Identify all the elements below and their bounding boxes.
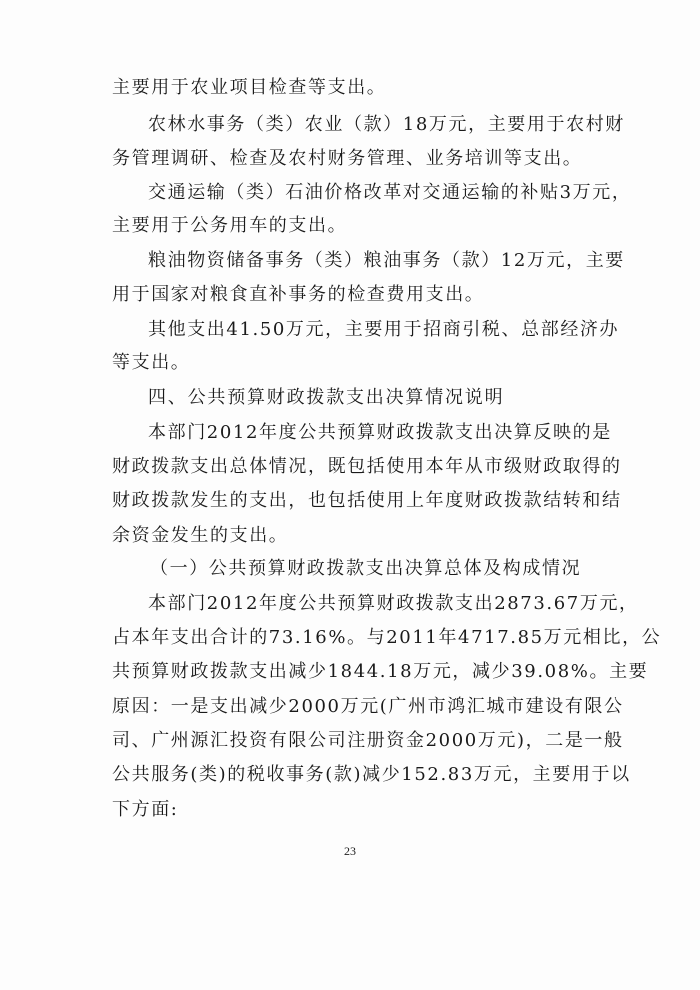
text-line: 公共服务(类)的税收事务(款)减少152.83万元，主要用于以 xyxy=(112,764,631,785)
text-line: 等支出。 xyxy=(112,352,191,373)
text-line: 占本年支出合计的73.16%。与2011年4717.85万元相比，公 xyxy=(112,627,662,648)
section-heading: 四、公共预算财政拨款支出决算情况说明 xyxy=(148,387,505,408)
text-line: 主要用于农业项目检查等支出。 xyxy=(112,77,387,98)
text-line: 农林水事务（类）农业（款）18万元，主要用于农村财 xyxy=(148,114,625,135)
text-line: 原因：一是支出减少2000万元(广州市鸿汇城市建设有限公 xyxy=(112,696,624,717)
text-line: 下方面: xyxy=(112,799,179,820)
text-line: 财政拨款发生的支出，也包括使用上年度财政拨款结转和结 xyxy=(112,490,622,511)
text-line: 共预算财政拨款支出减少1844.18万元，减少39.08%。主要 xyxy=(112,661,649,682)
text-line: 司、广州源汇投资有限公司注册资金2000万元)，二是一般 xyxy=(112,730,624,751)
text-line: 其他支出41.50万元，主要用于招商引税、总部经济办 xyxy=(148,319,620,340)
text-line: 粮油物资储备事务（类）粮油事务（款）12万元，主要 xyxy=(148,250,625,271)
text-line: 交通运输（类）石油价格改革对交通运输的补贴3万元， xyxy=(148,182,632,203)
text-line: 财政拨款支出总体情况，既包括使用本年从市级财政取得的 xyxy=(112,456,622,477)
text-line: 用于国家对粮食直补事务的检查费用支出。 xyxy=(112,284,485,305)
page-number: 23 xyxy=(344,844,356,858)
subsection-heading: （一）公共预算财政拨款支出决算总体及构成情况 xyxy=(150,558,582,579)
text-line: 本部门2012年度公共预算财政拨款支出决算反映的是 xyxy=(148,422,612,443)
text-line: 务管理调研、检查及农村财务管理、业务培训等支出。 xyxy=(112,148,583,169)
text-line: 本部门2012年度公共预算财政拨款支出2873.67万元， xyxy=(148,593,639,614)
text-line: 余资金发生的支出。 xyxy=(112,525,289,546)
text-line: 主要用于公务用车的支出。 xyxy=(112,215,348,236)
